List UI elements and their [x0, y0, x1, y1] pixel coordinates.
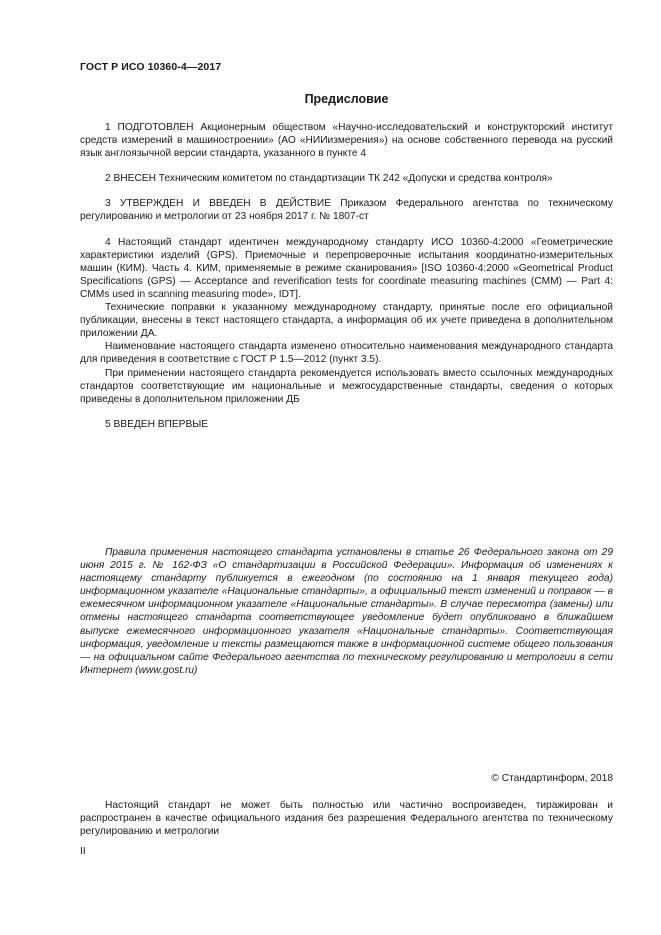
document-code-header: ГОСТ Р ИСО 10360-4—2017 — [80, 61, 222, 73]
paragraph-approved: 3 УТВЕРЖДЕН И ВВЕДЕН В ДЕЙСТВИЕ Приказом Федерального агентства по техническому регулированию и метрологии от 23 ноября 2017 г. № 1807-ст — [80, 198, 613, 223]
paragraph-corrections: Технические поправки к указанному международному стандарту, принятые после его официальной публикации, внесены в текст настоящего стандарта, а информация об их учете приведена в дополнительном приложении ДА. — [80, 302, 613, 340]
foreword-body — [80, 121, 613, 431]
paragraph-identical: 4 Настоящий стандарт идентичен международному стандарту ИСО 10360-4:2000 «Геометрические характеристики изделий (GPS). Приемочные и перепроверочные испытания координатно-измерительных машин (КИМ). Часть 4. КИМ, применяемые в режиме сканирования» [ISO 10360-4:2000 «Geometrical Product Specifications (GPS) — Acceptance and reverification tests for coordinate measuring machines (CMM) — Part 4: CMMs used in scanning measuring mode», IDT]. — [80, 236, 613, 300]
paragraph-name-change: Наименование настоящего стандарта изменено относительно наименования международного стандарта для приведения в соответствие с ГОСТ Р 1.5—2012 (пункт 3.5). — [80, 341, 613, 366]
paragraph-references: При применении настоящего стандарта рекомендуется использовать вместо ссылочных международных стандартов соответствующие им национальные и межгосударственные стандарты, сведения о которых приведены в дополнительном приложении ДБ — [80, 367, 613, 405]
page-number: II — [80, 846, 86, 857]
notice-text: Правила применения настоящего стандарта установлены в статье 26 Федерального закона от 29 июня 2015 г. № 162-ФЗ «О стандартизации в Российской Федерации». Информация об изменениях к настоящему стандарту публикуется в ежегодном (по состоянию на 1 января текущего года) информационном указателе «Национальные стандарты», а официальный текст изменений и поправок — в ежемесячном информационном указателе «Национальные стандарты». В случае пересмотра (замены) или отмены настоящего стандарта соответствующее уведомление будет опубликовано в ближайшем выпуске ежемесячного информационного указателя «Национальные стандарты». Соответствующая информация, уведомление и тексты размещаются также в информационной системе общего пользования — на официальном сайте Федерального агентства по техническому регулированию и метрологии в сети Интернет (www.gost.ru) — [80, 547, 613, 676]
usage-rules-notice — [80, 546, 613, 677]
reproduction-notice — [80, 799, 613, 838]
paragraph-introduced: 2 ВНЕСЕН Техническим комитетом по стандартизации ТК 242 «Допуски и средства контроля» — [105, 173, 553, 185]
footer-text: Настоящий стандарт не может быть полностью или частично воспроизведен, тиражирован и распространен в качестве официального издания без разрешения Федерального агентства по техническому регулированию и метрологии — [80, 800, 613, 838]
paragraph-prepared: 1 ПОДГОТОВЛЕН Акционерным обществом «Научно-исследовательский и конструкторский институт средств измерений в машиностроении» (АО «НИИизмерения») на основе собственного перевода на русский язык англоязычной версии стандарта, указанного в пункте 4 — [80, 122, 613, 160]
page-title: Предисловие — [304, 92, 389, 106]
copyright-line: © Стандартинформ, 2018 — [491, 773, 613, 784]
paragraph-first-introduced: 5 ВВЕДЕН ВПЕРВЫЕ — [105, 418, 209, 430]
